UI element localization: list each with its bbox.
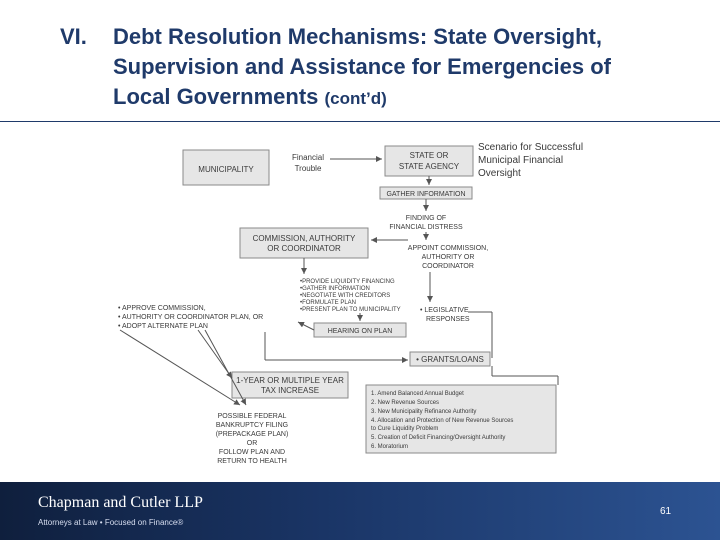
bankruptcy-2: BANKRUPTCY FILING — [215, 422, 289, 429]
bankruptcy-3: (PREPACKAGE PLAN) — [215, 431, 289, 438]
financial-trouble-2: Trouble — [294, 164, 322, 173]
measure-1: 1. Amend Balanced Annual Budget — [371, 391, 464, 397]
financial-trouble-1: Financial — [291, 153, 325, 162]
finding-2: FINANCIAL DISTRESS — [389, 224, 463, 231]
action-2: •GATHER INFORMATION — [300, 286, 370, 292]
scenario-1: Scenario for Successful — [478, 142, 584, 153]
title-line-3-main: Local Governments — [113, 84, 319, 109]
measure-4b: to Cure Liquidity Problem — [371, 426, 439, 432]
finding-1: FINDING OF — [405, 215, 447, 222]
firm-tagline: Attorneys at Law • Focused on Finance® — [38, 518, 184, 527]
hearing-label: HEARING ON PLAN — [327, 328, 393, 335]
title-line-3 — [113, 82, 713, 114]
appoint-3: COORDINATOR — [422, 263, 474, 270]
measure-6: 6. Moratorium — [371, 444, 409, 450]
grants-label: • GRANTS/LOANS — [416, 355, 484, 364]
approve-2: • AUTHORITY OR COORDINATOR PLAN, OR — [118, 314, 264, 321]
footer-bar — [0, 482, 720, 540]
appoint-2: AUTHORITY OR — [421, 254, 475, 261]
tax-label-2: TAX INCREASE — [260, 386, 320, 395]
measure-4: 4. Allocation and Protection of New Revenue Sources — [371, 418, 514, 424]
commission-box — [240, 228, 368, 258]
hearing-to-approve — [298, 322, 314, 330]
title-line-2: Supervision and Assistance for Emergencies of — [113, 54, 612, 79]
bankruptcy-6: RETURN TO HEALTH — [217, 458, 287, 465]
appoint-1: APPOINT COMMISSION, — [407, 245, 489, 252]
commission-label-1: COMMISSION, AUTHORITY — [252, 234, 356, 243]
oversight-flowchart — [0, 125, 720, 475]
measure-2: 2. New Revenue Sources — [371, 400, 440, 406]
gather-information-label: GATHER INFORMATION — [386, 191, 466, 198]
legislative-1: • LEGISLATIVE — [420, 307, 469, 314]
action-3: •NEGOTIATE WITH CREDITORS — [300, 293, 391, 299]
page-number: 61 — [660, 506, 672, 517]
measure-3: 3. New Municipality Refinance Authority — [371, 409, 477, 415]
action-1: •PROVIDE LIQUIDITY FINANCING — [300, 279, 395, 285]
approve-3: • ADOPT ALTERNATE PLAN — [118, 323, 208, 330]
state-label-1: STATE OR — [409, 151, 449, 160]
municipality-label: MUNICIPALITY — [198, 165, 254, 174]
scenario-2: Municipal Financial — [478, 155, 564, 166]
legislative-2: RESPONSES — [426, 316, 470, 323]
title-text — [113, 22, 713, 114]
approve-to-bankruptcy-2 — [205, 330, 246, 405]
bankruptcy-5: FOLLOW PLAN AND — [218, 449, 286, 456]
firm-name: Chapman and Cutler LLP — [38, 494, 203, 511]
commission-label-2: OR COORDINATOR — [267, 244, 341, 253]
approve-1: • APPROVE COMMISSION, — [118, 305, 206, 312]
tax-label-1: 1-YEAR OR MULTIPLE YEAR — [236, 376, 344, 385]
title-suffix: (cont’d) — [324, 89, 387, 108]
title-line-1: Debt Resolution Mechanisms: State Oversight, — [113, 24, 602, 49]
action-5: •PRESENT PLAN TO MUNICIPALITY — [300, 307, 401, 313]
title-divider — [0, 121, 720, 122]
scenario-3: Oversight — [478, 168, 521, 179]
measure-5: 5. Creation of Deficit Financing/Oversight Authority — [371, 435, 506, 441]
state-label-2: STATE AGENCY — [398, 162, 460, 171]
bankruptcy-1: POSSIBLE FEDERAL — [217, 413, 287, 420]
bankruptcy-4: OR — [246, 440, 258, 447]
action-4: •FORMULATE PLAN — [300, 300, 356, 306]
section-number: VI. — [60, 24, 87, 49]
approve-to-bankruptcy-1 — [120, 330, 240, 405]
